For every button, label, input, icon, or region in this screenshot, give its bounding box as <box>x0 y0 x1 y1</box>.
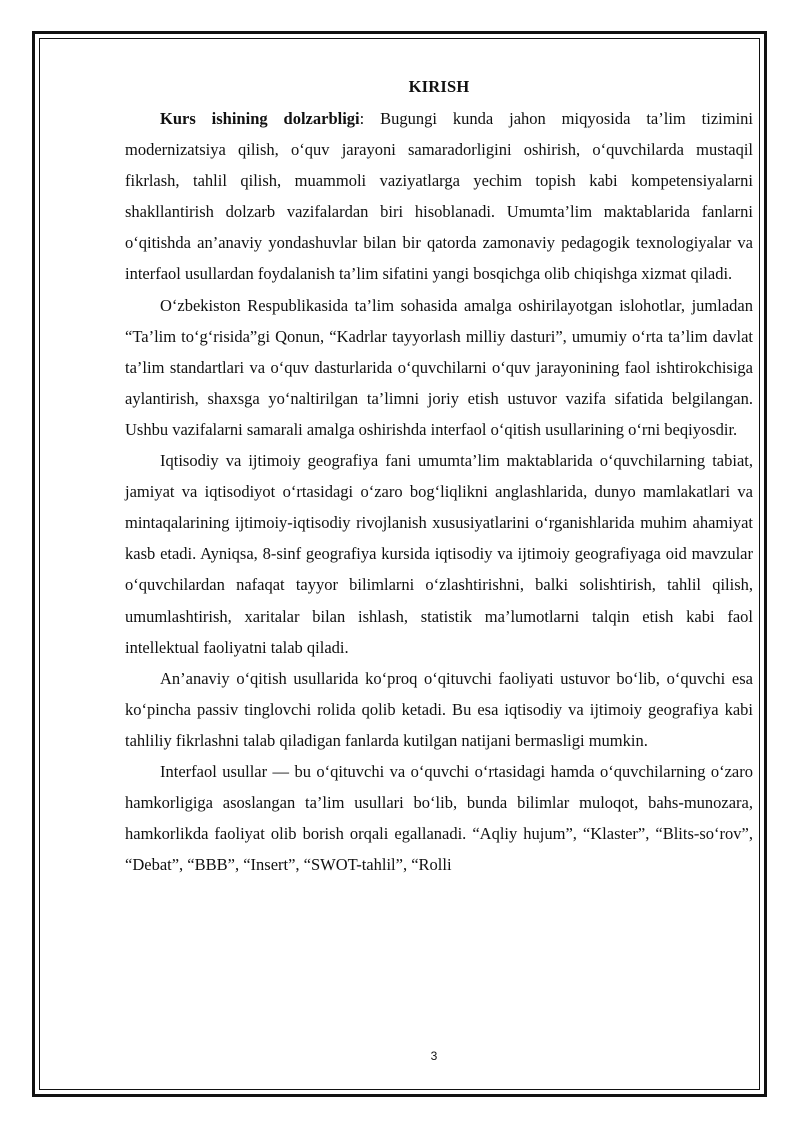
document-body <box>125 70 753 880</box>
page-number: 3 <box>430 1049 438 1063</box>
paragraph-relevance <box>125 103 753 290</box>
section-heading: KIRISH <box>408 77 470 96</box>
paragraph-reforms: O‘zbekiston Respublikasida ta’lim sohasida amalga oshirilayotgan islohotlar, jumladan “Ta’lim to‘g‘risida”gi Qonun, “Kadrlar tayyorlash milliy dasturi”, umumiy o‘rta ta’lim davlat ta’lim standartlari va o‘quv dasturlarida o‘quvchilarni o‘quv jarayonining faol ishtirokchisiga aylantirish, shaxsga yo‘naltirilgan ta’limni joriy etish ustuvor vazifa sifatida belgilangan. Ushbu vazifalarni samarali amalga oshirishda interfaol o‘qitish usullarining o‘rni beqiyosdir. <box>125 295 753 439</box>
paragraph-traditional-methods: An’anaviy o‘qitish usullarida ko‘proq o‘qituvchi faoliyati ustuvor bo‘lib, o‘quvchi esa ko‘pincha passiv tinglovchi rolida qolib ketadi. Bu esa iqtisodiy va ijtimoiy geografiya kabi tahliliy fikrlashni talab qiladigan fanlarda kutilgan natijani bermasligi mumkin. <box>125 668 753 750</box>
paragraph-geography: Iqtisodiy va ijtimoiy geografiya fani umumta’lim maktablarida o‘quvchilarning tabiat, jamiyat va iqtisodiyot o‘rtasidagi o‘zaro bog‘liqlikni anglashlarida, dunyo mamlakatlari va mintaqalarining ijtimoiy-iqtisodiy rivojlanish xususiyatlarini o‘rganishlarida muhim ahamiyat kasb etadi. Ayniqsa, 8-sinf geografiya kursida iqtisodiy va ijtimoiy geografiyaga oid mavzular o‘quvchilardan nafaqat tayyor bilimlarni o‘zlashtirishni, balki solishtirish, tahlil qilish, umumlashtirish, xaritalar bilan ishlash, statistik ma’lumotlarni talqin etish kabi faol intellektual faoliyatni talab qiladi. <box>125 451 753 657</box>
relevance-lead: Kurs ishining dolzarbligi <box>160 109 360 128</box>
paragraph-text: : Bugungi kunda jahon miqyosida ta’lim tizimini modernizatsiya qilish, o‘quv jarayoni samaradorligini oshirish, o‘quvchilarda mustaqil fikrlash, tahlil qilish, muammoli vaziyatlarga yechim topish kabi kompetensiyalarni shakllantirish dolzarb vazifalardan biri hisoblanadi. Umumta’lim maktablarida fanlarni o‘qitishda an’anaviy yondashuvlar bilan bir qatorda zamonaviy pedagogik texnologiyalar va interfaol usullardan foydalanish ta’lim sifatini yangi bosqichga olib chiqishga xizmat qiladi. <box>125 109 753 284</box>
paragraph-interactive-methods: Interfaol usullar — bu o‘qituvchi va o‘quvchi o‘rtasidagi hamda o‘quvchilarning o‘zaro hamkorligiga asoslangan ta’lim usullari bo‘lib, bunda bilimlar muloqot, bahs-munozara, hamkorlikda faoliyat olib borish orqali egallanadi. “Aqliy hujum”, “Klaster”, “Blits-so‘rov”, “Debat”, “BBB”, “Insert”, “SWOT-tahlil”, “Rolli <box>125 761 753 875</box>
